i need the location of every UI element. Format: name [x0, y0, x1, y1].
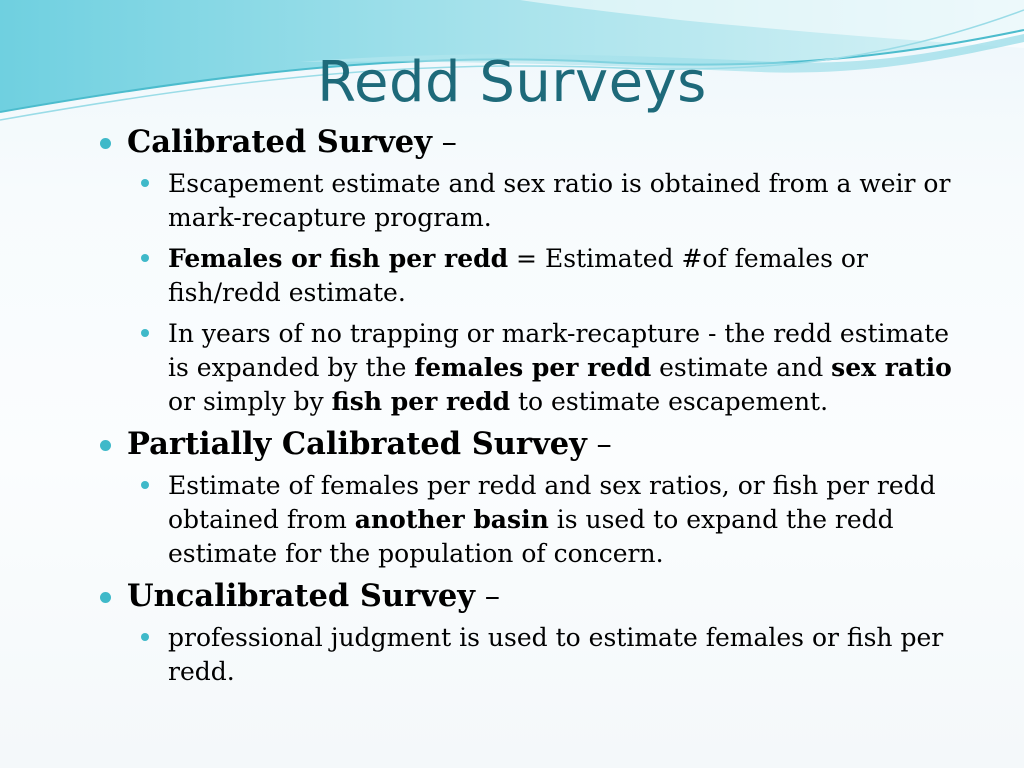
sub-bullet-another-basin: Estimate of females per redd and sex ratios, or fish per redd obtained from another basin is used to expand the redd estimate for the population of concern. — [141, 469, 970, 571]
sub-bullet-females-per-redd: Females or fish per redd = Estimated #of females or fish/redd estimate. — [141, 242, 970, 310]
heading-dash: – — [475, 579, 500, 614]
bullet-dot-icon — [100, 138, 111, 149]
slide-title: Redd Surveys — [317, 50, 707, 115]
sub-bullet-professional-judgment: professional judgment is used to estimate females or fish per redd. — [141, 621, 970, 689]
sub-bullet-dot-icon — [141, 179, 149, 187]
sub-bullet-dot-icon — [141, 481, 149, 489]
heading-dash: – — [586, 427, 612, 462]
heading-calibrated-survey: Calibrated Survey — [127, 124, 432, 160]
heading-uncalibrated-survey: Uncalibrated Survey — [127, 578, 475, 614]
bullet-dot-icon — [100, 592, 111, 603]
sub-bullet-escapement: Escapement estimate and sex ratio is obtained from a weir or mark-recapture program. — [141, 167, 970, 235]
sub-bullet-dot-icon — [141, 633, 149, 641]
bullet-uncalibrated-survey — [100, 578, 970, 615]
heading-dash: – — [431, 125, 457, 160]
sub-bullet-dot-icon — [141, 254, 149, 262]
heading-partially-calibrated-survey: Partially Calibrated Survey — [127, 426, 587, 462]
bullet-calibrated-survey — [100, 124, 970, 161]
bullet-dot-icon — [100, 440, 111, 451]
slide-content — [100, 124, 970, 696]
sub-bullet-no-trapping: In years of no trapping or mark-recapture - the redd estimate is expanded by the females per redd estimate and sex ratio or simply by fish per redd to estimate escapement. — [141, 317, 970, 419]
sub-bullet-dot-icon — [141, 329, 149, 337]
bullet-partially-calibrated-survey — [100, 426, 970, 463]
